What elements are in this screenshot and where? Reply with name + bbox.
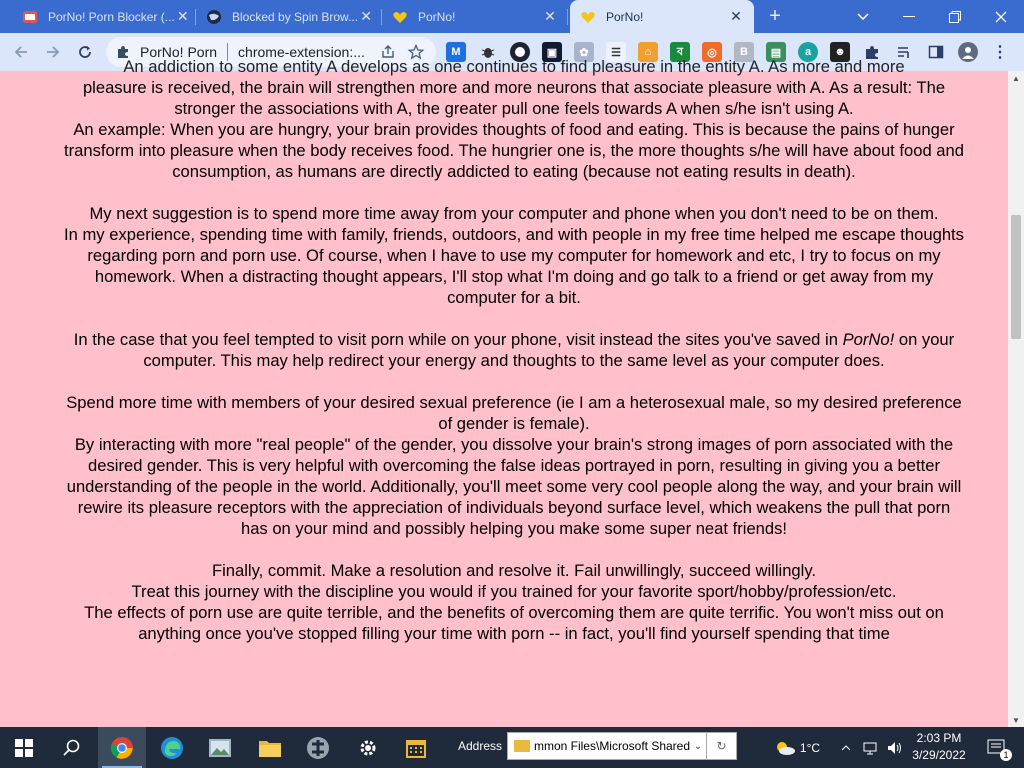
clock-date: 3/29/2022 (912, 748, 966, 762)
address-go-button[interactable]: ↻ (707, 732, 737, 760)
paragraph: An example: When you are hungry, your brain provides thoughts of food and eating. This is because the pains of hunger transform into pleasure when the body receives food. The hungrier one is, the more thoughts s/he will have about food and consumption, as humans are directly addicted to eating (because not eating results in death). (64, 120, 964, 181)
paragraph: In my experience, spending time with family, friends, outdoors, and with people in my free time helped me escape thoughts regarding porn and porn use. Of course, when I have to use my computer for homework and etc, I try to focus on my homework. When a distracting thought appears, I'll stop what I'm doing and go talk to a friend or get away from my computer for a bit. (64, 225, 964, 307)
site-name: PorNo! Porn (140, 44, 218, 60)
page-content (0, 57, 1008, 727)
green-extension-icon[interactable]: ব (670, 42, 690, 62)
settings-gear-icon[interactable] (344, 727, 392, 768)
paragraph (64, 329, 964, 371)
paragraph: Spend more time with members of your desired sexual preference (ie I am a heterosexual male, so my desired preference of gender is female). (66, 393, 962, 433)
chevron-up-icon[interactable] (838, 727, 854, 768)
close-window-button[interactable] (978, 0, 1024, 33)
text-span: on your computer. This may help redirect your energy and thoughts to the same level as your computer does. (143, 330, 955, 370)
chevron-down-icon[interactable]: ⌄ (693, 740, 703, 752)
tab-porno-active[interactable] (570, 0, 754, 33)
heart-icon (392, 9, 408, 25)
image-extension-icon[interactable]: ▤ (766, 42, 786, 62)
cat-extension-icon[interactable]: ☻ (830, 42, 850, 62)
file-explorer-taskbar-icon[interactable] (246, 727, 294, 768)
weather-widget[interactable] (768, 727, 826, 768)
tab-porno-porn-blocker[interactable] (12, 0, 196, 33)
list-extension-icon[interactable]: ☰ (606, 42, 626, 62)
paragraph: My next suggestion is to spend more time away from your computer and phone when you don't need to be on them. (89, 204, 939, 223)
home-extension-icon[interactable]: ⌂ (638, 42, 658, 62)
cut-off-line: An addiction to some entity A develops as one continues to find pleasure in the entity A. As more and more (123, 57, 905, 76)
start-button[interactable] (0, 727, 48, 768)
close-tab-icon[interactable]: ✕ (176, 8, 189, 24)
text-span: In the case that you feel tempted to visit porn while on your phone, visit instead the sites you've saved in (73, 330, 838, 349)
vertical-scrollbar[interactable] (1008, 71, 1024, 727)
porno-emphasis: PorNo! (842, 330, 895, 349)
clock-time: 2:03 PM (916, 731, 962, 745)
globe-icon (206, 9, 222, 25)
restore-button[interactable] (932, 0, 978, 33)
tab-search-chevron-icon[interactable] (840, 0, 886, 33)
notification-center-icon[interactable] (980, 727, 1014, 768)
paragraph: Treat this journey with the discipline you would if you trained for your favorite sport/hobby/profession/etc. (131, 582, 897, 601)
minimize-button[interactable] (886, 0, 932, 33)
menu-kebab-icon[interactable]: ⋮ (992, 44, 1008, 61)
tab-strip (0, 0, 1024, 33)
search-icon[interactable] (48, 727, 96, 768)
edge-taskbar-icon[interactable] (148, 727, 196, 768)
scrollbar-thumb[interactable] (1011, 215, 1021, 339)
orange-extension-icon[interactable]: ◎ (702, 42, 722, 62)
save-extension-icon[interactable]: ▣ (542, 42, 562, 62)
scroll-down-arrow-icon[interactable]: ▼ (1012, 715, 1020, 725)
new-tab-button[interactable]: + (769, 5, 781, 27)
paragraph: Finally, commit. Make a resolution and resolve it. Fail unwillingly, succeed willingly. (211, 561, 817, 580)
address-toolbar-input[interactable] (507, 732, 707, 760)
a-extension-icon[interactable]: a (798, 42, 818, 62)
article-text (64, 56, 964, 644)
photos-taskbar-icon[interactable] (196, 727, 244, 768)
tab-title: PorNo! (606, 9, 644, 24)
system-clock[interactable] (906, 730, 972, 764)
tab-title: PorNo! Porn Blocker (... (48, 9, 175, 24)
paragraph: pleasure is received, the brain will strengthen more and more neurons that associate pleasure with A. As a result: The stronger the associations with A, the greater pull one feels towards A when s/he isn't using A. (82, 78, 946, 118)
folder-icon (514, 740, 530, 752)
blue-extension-icon[interactable]: M (446, 42, 466, 62)
tab-blocked-by-spin[interactable] (196, 0, 382, 33)
close-tab-icon[interactable]: ✕ (360, 8, 372, 24)
paragraph: The effects of porn use are quite terrible, and the benefits of overcoming them are quite terrific. You won't miss out on anything once you've stopped filling your time with porn -- in fact, you'll find yourself spending that time (84, 603, 944, 643)
porno-blocker-icon (22, 9, 38, 25)
gear-extension-icon[interactable]: ✿ (574, 42, 594, 62)
volume-icon[interactable] (884, 727, 906, 768)
url-text[interactable]: chrome-extension:... (238, 44, 365, 60)
tab-title: PorNo! (418, 9, 456, 24)
weather-temperature: 1°C (799, 740, 821, 755)
xbox-taskbar-icon[interactable] (294, 727, 342, 768)
notification-count-badge: 1 (1000, 749, 1012, 761)
scroll-up-arrow-icon[interactable]: ▲ (1012, 73, 1020, 83)
network-icon[interactable] (860, 727, 882, 768)
address-toolbar-value[interactable]: mmon Files\Microsoft Shared (533, 739, 691, 753)
heart-icon (580, 9, 596, 25)
tab-porno-1[interactable] (382, 0, 568, 33)
calendar-taskbar-icon[interactable] (392, 727, 440, 768)
back-button[interactable] (6, 37, 36, 67)
tab-title: Blocked by Spin Brow... (232, 9, 359, 24)
close-tab-icon[interactable]: ✕ (730, 8, 742, 24)
paragraph: By interacting with more "real people" of the gender, you dissolve your brain's strong images of porn associated with the desired gender. This is very helpful with overcoming the false ideas portrayed in porn, resulting in giving you a better understanding of the people in the world. Additionally, you'll meet some very cool people along the way, and your brain will rewire its pleasure receptors with the appreciation of individuals beyond surface level, which weakens the pull that porn has on your mind and possibly helping you make some super neat friends! (66, 435, 962, 538)
address-toolbar-label: Address (458, 739, 503, 753)
b-extension-icon[interactable]: B (734, 42, 754, 62)
chrome-taskbar-icon[interactable] (98, 727, 146, 768)
cloud-sun-icon (774, 741, 796, 755)
close-tab-icon[interactable]: ✕ (544, 8, 556, 24)
